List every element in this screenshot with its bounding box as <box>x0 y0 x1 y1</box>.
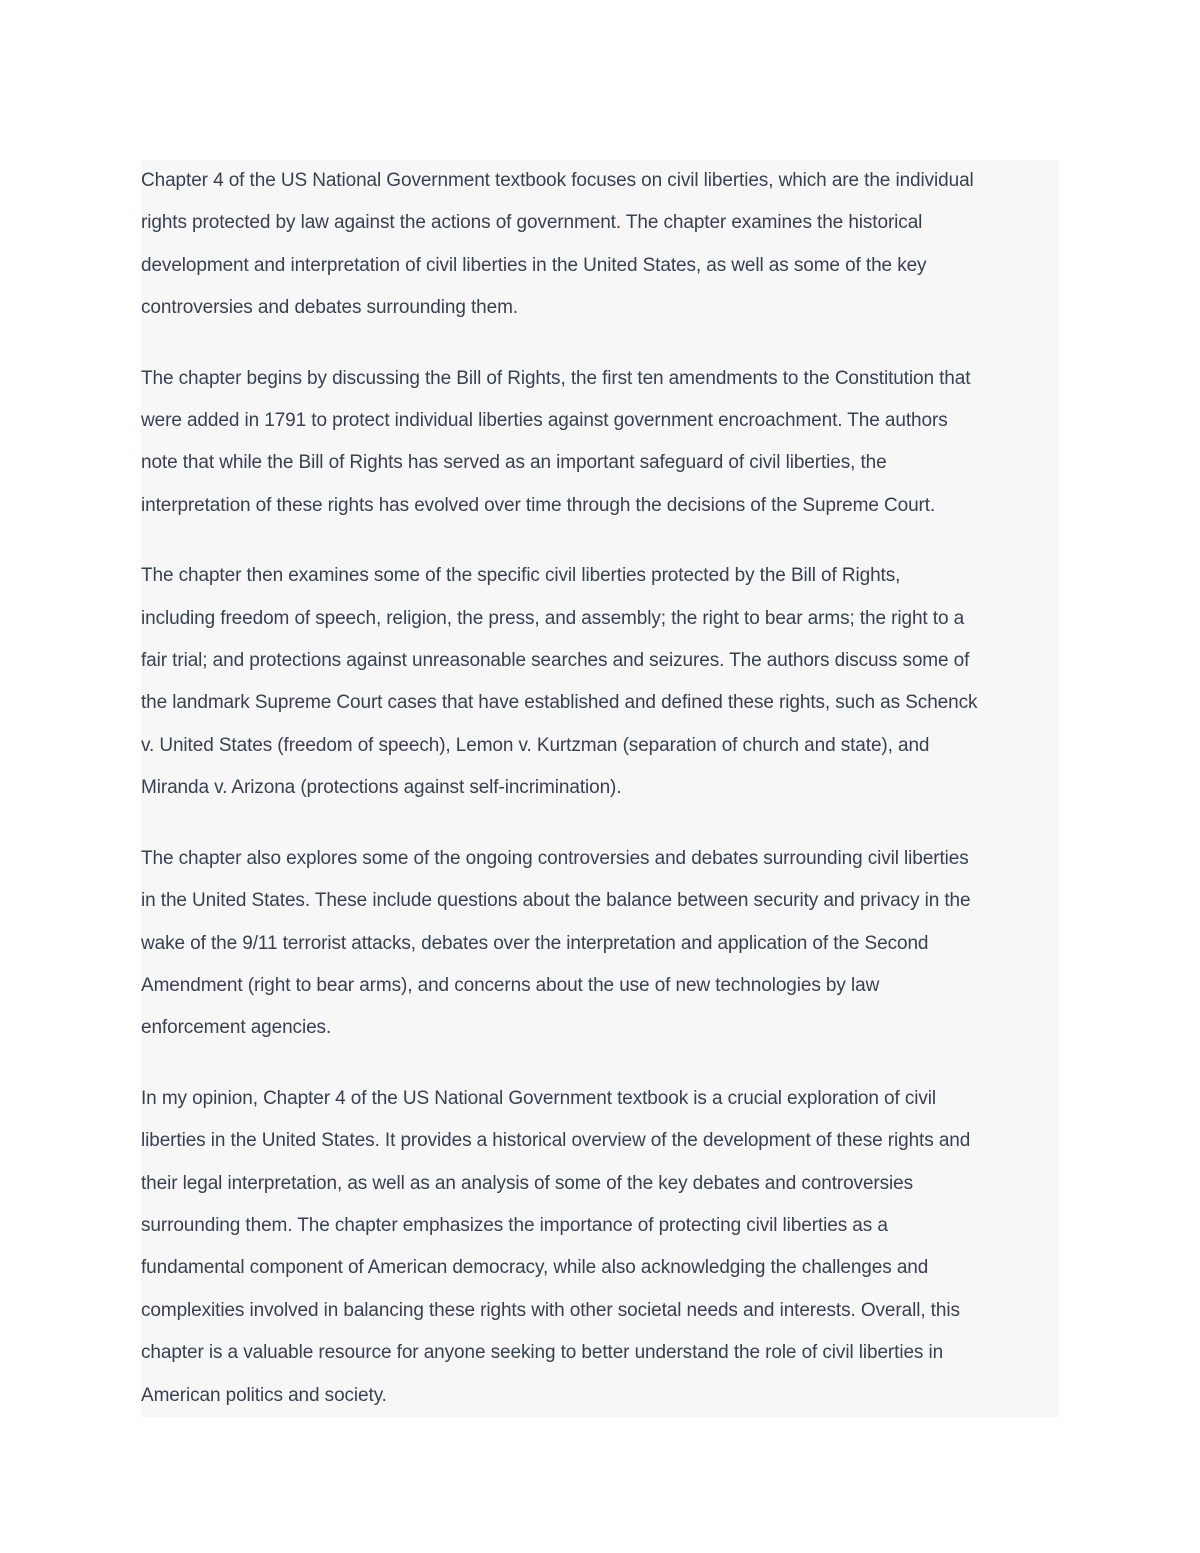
paragraph-line: chapter is a valuable resource for anyone seeking to better understand the role of civil liberties in <box>141 1342 944 1364</box>
paragraph-line: surrounding them. The chapter emphasizes the importance of protecting civil liberties as a <box>141 1214 888 1236</box>
paragraph-line: complexities involved in balancing these rights with other societal needs and interests. Overall, this <box>141 1299 960 1321</box>
paragraph-line: In my opinion, Chapter 4 of the US National Government textbook is a crucial exploration of civil <box>141 1087 937 1109</box>
paragraph-line: fair trial; and protections against unreasonable searches and seizures. The authors discuss some of <box>141 650 970 672</box>
paragraph-line: development and interpretation of civil liberties in the United States, as well as some of the key <box>141 254 927 276</box>
paragraph-line: Miranda v. Arizona (protections against self-incrimination). <box>141 777 622 799</box>
paragraph-line: The chapter also explores some of the ongoing controversies and debates surrounding civil liberties <box>141 847 969 869</box>
paragraph-line: interpretation of these rights has evolved over time through the decisions of the Supreme Court. <box>141 494 936 516</box>
paragraph-controversies <box>141 838 1059 1050</box>
paragraph-line: v. United States (freedom of speech), Lemon v. Kurtzman (separation of church and state), and <box>141 734 930 756</box>
paragraph-line: were added in 1791 to protect individual liberties against government encroachment. The authors <box>141 410 948 432</box>
paragraph-opinion <box>141 1078 1059 1417</box>
paragraph-line: Chapter 4 of the US National Government textbook focuses on civil liberties, which are the individual <box>141 170 974 191</box>
paragraph-line: liberties in the United States. It provides a historical overview of the development of these rights and <box>141 1130 971 1152</box>
paragraph-specific-liberties <box>141 555 1059 809</box>
paragraph-intro <box>141 160 1059 330</box>
paragraph-line: Amendment (right to bear arms), and concerns about the use of new technologies by law <box>141 974 880 996</box>
paragraph-line: the landmark Supreme Court cases that have established and defined these rights, such as Schenck <box>141 692 978 714</box>
paragraph-line: wake of the 9/11 terrorist attacks, debates over the interpretation and application of the Second <box>141 932 929 954</box>
paragraph-line: The chapter begins by discussing the Bill of Rights, the first ten amendments to the Constitution that <box>141 367 971 389</box>
paragraph-line: including freedom of speech, religion, the press, and assembly; the right to bear arms; the right to a <box>141 607 965 629</box>
paragraph-line: rights protected by law against the actions of government. The chapter examines the historical <box>141 212 923 234</box>
paragraph-line: controversies and debates surrounding them. <box>141 297 518 319</box>
paragraph-line: fundamental component of American democracy, while also acknowledging the challenges and <box>141 1257 929 1279</box>
paragraph-line: note that while the Bill of Rights has served as an important safeguard of civil liberties, the <box>141 452 887 474</box>
document-body <box>141 160 1059 1417</box>
paragraph-line: their legal interpretation, as well as an analysis of some of the key debates and controversies <box>141 1172 914 1194</box>
paragraph-line: in the United States. These include questions about the balance between security and privacy in the <box>141 890 971 912</box>
paragraph-line: enforcement agencies. <box>141 1017 332 1039</box>
paragraph-bill-of-rights <box>141 358 1059 528</box>
paragraph-line: The chapter then examines some of the specific civil liberties protected by the Bill of Rights, <box>141 565 901 587</box>
paragraph-line: American politics and society. <box>141 1384 387 1406</box>
